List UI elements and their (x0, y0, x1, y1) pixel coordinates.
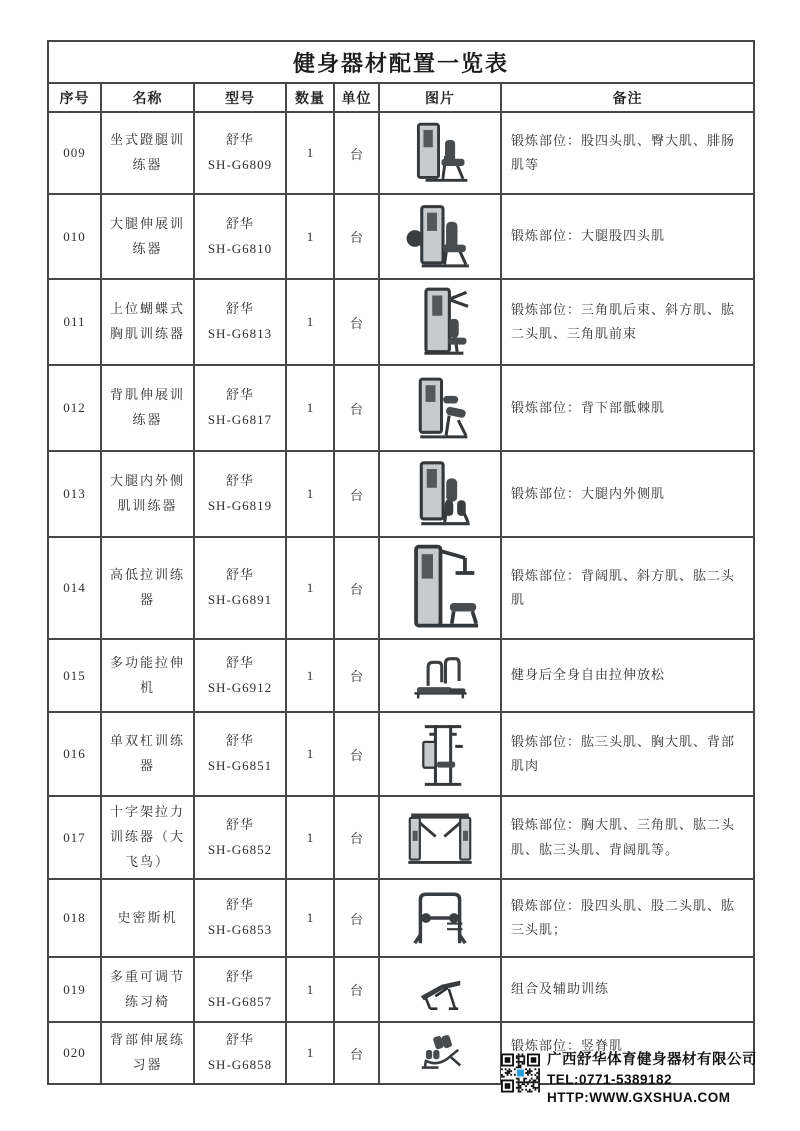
back-extension-photo (400, 370, 480, 446)
serial-number-cell (48, 879, 101, 957)
model-number: SH-G6853 (207, 922, 273, 937)
serial-number: 019 (63, 981, 86, 997)
equipment-photo-cell (379, 194, 501, 279)
quantity-cell (286, 712, 334, 796)
serial-number: 014 (63, 580, 86, 595)
vendor-website: HTTP:WWW.GXSHUA.COM (547, 1090, 731, 1105)
header-row (48, 83, 754, 112)
equipment-name-cell (101, 879, 194, 957)
model-cell (194, 537, 286, 639)
quantity-cell (286, 194, 334, 279)
quantity-value: 1 (306, 746, 314, 761)
quantity-value: 1 (306, 580, 314, 595)
remark-cell (501, 194, 754, 279)
quantity-cell (286, 112, 334, 194)
quantity-value: 1 (306, 314, 314, 329)
model-cell (194, 451, 286, 537)
quantity-cell (286, 879, 334, 957)
remark-text: 锻炼部位：股四头肌、臀大肌、腓肠肌等 (511, 132, 736, 172)
equipment-name-cell (101, 957, 194, 1022)
unit-value: 台 (349, 401, 363, 417)
col-header-qty: 数量 (286, 83, 334, 112)
col-header-remark: 备注 (501, 83, 754, 112)
unit-cell (334, 796, 379, 879)
brand-name: 舒华 (225, 132, 254, 148)
unit-cell (334, 365, 379, 451)
equipment-name-cell (101, 1022, 194, 1084)
remark-text: 锻炼部位：背阔肌、斜方肌、肱二头肌 (511, 567, 736, 607)
col-header-image: 图片 (379, 83, 501, 112)
vendor-watermark (501, 1046, 757, 1105)
remark-text: 锻炼部位：肱三头肌、胸大肌、背部肌肉 (511, 733, 736, 773)
quantity-cell (286, 279, 334, 365)
adjustable-bench-photo (413, 964, 468, 1016)
equipment-photo-cell (379, 112, 501, 194)
quantity-value: 1 (306, 1045, 314, 1060)
chin-dip-tower-photo (400, 716, 480, 792)
model-number: SH-G6810 (207, 240, 273, 256)
equipment-photo-cell (379, 879, 501, 957)
stretch-trainer-photo (408, 645, 473, 707)
equipment-name: 坐式蹬腿训练器 (109, 132, 185, 172)
equipment-photo-cell (379, 365, 501, 451)
quantity-value: 1 (306, 145, 314, 160)
serial-number: 017 (63, 829, 86, 845)
equipment-row (48, 796, 754, 879)
unit-value: 台 (349, 1046, 363, 1062)
quantity-value: 1 (306, 667, 314, 683)
unit-cell (334, 451, 379, 537)
model-cell (194, 957, 286, 1022)
serial-number-cell (48, 194, 101, 279)
model-number: SH-G6809 (207, 157, 273, 172)
remark-text: 组合及辅助训练 (511, 981, 610, 997)
remark-cell (501, 957, 754, 1022)
seated-leg-press-photo (402, 117, 478, 189)
inner-outer-thigh-photo (399, 455, 481, 533)
equipment-photo-cell (379, 639, 501, 712)
quantity-value: 1 (306, 910, 314, 925)
unit-cell (334, 639, 379, 712)
brand-name: 舒华 (225, 473, 254, 489)
equipment-name: 多功能拉伸机 (109, 654, 185, 695)
remark-text: 健身后全身自由拉伸放松 (511, 667, 666, 683)
serial-number: 016 (63, 746, 86, 761)
smith-machine-photo (403, 883, 477, 953)
title-row (48, 41, 754, 83)
equipment-name: 十字架拉力训练器（大飞鸟） (109, 804, 185, 869)
brand-name: 舒华 (225, 301, 254, 317)
equipment-name-cell (101, 451, 194, 537)
model-cell (194, 365, 286, 451)
quantity-cell (286, 1022, 334, 1084)
equipment-name: 史密斯机 (117, 909, 178, 925)
equipment-row (48, 194, 754, 279)
unit-value: 台 (349, 146, 363, 162)
equipment-row (48, 879, 754, 957)
unit-cell (334, 112, 379, 194)
remark-text: 锻炼部位：股四头肌、股二头肌、肱三头肌； (511, 897, 736, 937)
leg-extension-photo (400, 199, 480, 275)
col-header-no: 序号 (48, 83, 101, 112)
equipment-row (48, 112, 754, 194)
unit-cell (334, 537, 379, 639)
equipment-name-cell (101, 279, 194, 365)
quantity-cell (286, 639, 334, 712)
quantity-cell (286, 796, 334, 879)
brand-name: 舒华 (225, 567, 254, 583)
serial-number-cell (48, 712, 101, 796)
vendor-phone: TEL:0771-5389182 (547, 1072, 673, 1087)
brand-name: 舒华 (225, 733, 254, 749)
unit-value: 台 (349, 315, 363, 331)
model-number: SH-G6858 (207, 1057, 273, 1072)
remark-text: 锻炼部位：三角肌后束、斜方肌、肱二头肌、三角肌前束 (511, 301, 736, 341)
remark-text: 锻炼部位：竖脊肌 (511, 1038, 624, 1053)
equipment-name: 多重可调节练习椅 (109, 968, 185, 1009)
serial-number-cell (48, 796, 101, 879)
equipment-row (48, 957, 754, 1022)
page-title: 健身器材配置一览表 (48, 41, 754, 83)
quantity-value: 1 (306, 228, 314, 244)
model-cell (194, 1022, 286, 1084)
unit-value: 台 (349, 831, 363, 846)
remark-cell (501, 537, 754, 639)
equipment-row (48, 639, 754, 712)
remark-text: 锻炼部位：背下部骶棘肌 (511, 399, 666, 415)
equipment-photo-cell (379, 537, 501, 639)
equipment-name: 大腿伸展训练器 (109, 215, 185, 256)
equipment-photo-cell (379, 712, 501, 796)
cable-crossover-photo (402, 802, 478, 874)
quantity-cell (286, 537, 334, 639)
unit-cell (334, 1022, 379, 1084)
model-number: SH-G6857 (207, 993, 273, 1009)
qr-code-icon (501, 1046, 540, 1100)
vendor-info (547, 1046, 757, 1105)
model-number: SH-G6813 (207, 326, 273, 341)
serial-number: 020 (63, 1045, 86, 1060)
unit-cell (334, 712, 379, 796)
equipment-row (48, 537, 754, 639)
equipment-name-cell (101, 194, 194, 279)
serial-number-cell (48, 1022, 101, 1084)
quantity-cell (286, 451, 334, 537)
remark-cell (501, 712, 754, 796)
remark-cell (501, 279, 754, 365)
unit-cell (334, 279, 379, 365)
equipment-name-cell (101, 365, 194, 451)
equipment-photo-cell (379, 1022, 501, 1084)
equipment-name-cell (101, 796, 194, 879)
quantity-value: 1 (306, 829, 314, 845)
serial-number: 015 (63, 667, 86, 683)
model-cell (194, 639, 286, 712)
remark-cell (501, 365, 754, 451)
model-number: SH-G6852 (207, 841, 273, 857)
model-cell (194, 712, 286, 796)
unit-value: 台 (349, 911, 363, 927)
equipment-row (48, 451, 754, 537)
serial-number-cell (48, 639, 101, 712)
remark-cell (501, 796, 754, 879)
equipment-name: 背部伸展练习器 (109, 1032, 185, 1072)
equipment-name-cell (101, 712, 194, 796)
quantity-cell (286, 365, 334, 451)
serial-number-cell (48, 112, 101, 194)
col-header-unit: 单位 (334, 83, 379, 112)
equipment-photo-cell (379, 957, 501, 1022)
equipment-name-cell (101, 537, 194, 639)
serial-number: 013 (63, 486, 86, 501)
remark-text: 锻炼部位：大腿股四头肌 (511, 228, 666, 244)
equipment-name: 高低拉训练器 (109, 567, 185, 607)
equipment-row (48, 365, 754, 451)
pec-fly-photo (399, 283, 481, 361)
unit-value: 台 (349, 669, 363, 684)
model-number: SH-G6817 (207, 412, 273, 427)
col-header-model: 型号 (194, 83, 286, 112)
equipment-name: 背肌伸展训练器 (109, 387, 185, 427)
equipment-name: 单双杠训练器 (109, 733, 185, 773)
serial-number-cell (48, 279, 101, 365)
unit-cell (334, 879, 379, 957)
unit-cell (334, 957, 379, 1022)
serial-number-cell (48, 537, 101, 639)
serial-number: 009 (63, 145, 86, 160)
unit-value: 台 (349, 581, 363, 597)
back-extension-bench-photo (413, 1027, 468, 1079)
unit-value: 台 (349, 747, 363, 763)
serial-number: 012 (63, 400, 86, 415)
serial-number: 010 (63, 228, 86, 244)
serial-number: 018 (63, 910, 86, 925)
brand-name: 舒华 (225, 387, 254, 403)
quantity-value: 1 (306, 981, 314, 997)
quantity-cell (286, 957, 334, 1022)
model-cell (194, 112, 286, 194)
model-number: SH-G6851 (207, 758, 273, 773)
unit-value: 台 (349, 487, 363, 503)
serial-number-cell (48, 451, 101, 537)
equipment-photo-cell (379, 279, 501, 365)
serial-number-cell (48, 957, 101, 1022)
equipment-photo-cell (379, 796, 501, 879)
brand-name: 舒华 (225, 1032, 254, 1048)
brand-name: 舒华 (225, 968, 254, 984)
equipment-name: 上位蝴蝶式胸肌训练器 (109, 301, 185, 341)
model-cell (194, 796, 286, 879)
model-number: SH-G6912 (207, 679, 273, 695)
quantity-value: 1 (306, 400, 314, 415)
equipment-name: 大腿内外侧肌训练器 (109, 473, 185, 513)
brand-name: 舒华 (225, 215, 254, 231)
equipment-name-cell (101, 639, 194, 712)
model-cell (194, 194, 286, 279)
model-number: SH-G6819 (207, 498, 273, 513)
unit-cell (334, 194, 379, 279)
col-header-name: 名称 (101, 83, 194, 112)
model-cell (194, 879, 286, 957)
remark-cell (501, 879, 754, 957)
brand-name: 舒华 (225, 654, 254, 670)
unit-value: 台 (349, 230, 363, 245)
brand-name: 舒华 (225, 816, 254, 832)
brand-name: 舒华 (225, 897, 254, 913)
remark-text: 锻炼部位：大腿内外侧肌 (511, 485, 666, 501)
model-cell (194, 279, 286, 365)
remark-text: 锻炼部位：胸大肌、三角肌、肱二头肌、肱三头肌、背阔肌等。 (511, 817, 736, 857)
remark-cell (501, 112, 754, 194)
model-number: SH-G6891 (207, 592, 273, 607)
equipment-name-cell (101, 112, 194, 194)
vendor-company-name: 广西舒华体育健身器材有限公司 (547, 1052, 757, 1068)
equipment-row (48, 712, 754, 796)
quantity-value: 1 (306, 486, 314, 501)
equipment-row (48, 279, 754, 365)
serial-number: 011 (63, 314, 86, 329)
serial-number-cell (48, 365, 101, 451)
equipment-photo-cell (379, 451, 501, 537)
lat-pulldown-photo (391, 541, 490, 635)
remark-cell (501, 451, 754, 537)
unit-value: 台 (349, 983, 363, 998)
equipment-table (47, 40, 755, 1085)
remark-cell (501, 639, 754, 712)
